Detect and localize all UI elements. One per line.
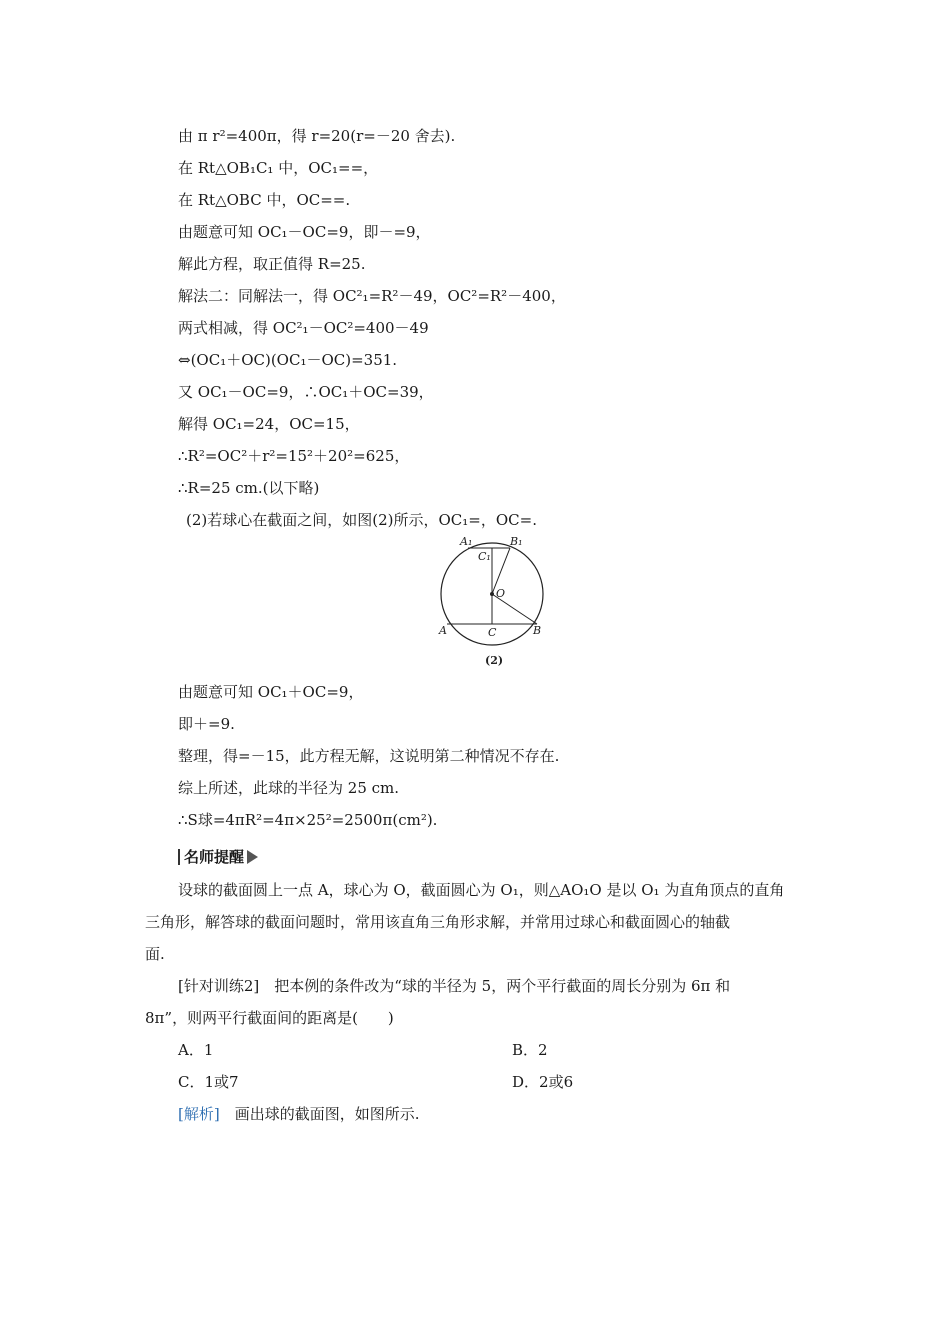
- solution-line-15: 即＋=9.: [178, 715, 235, 733]
- solution-line-1: 由 π r²=400π，得 r=20(r=－20 舍去).: [178, 127, 456, 145]
- label-c: C: [488, 626, 497, 639]
- analysis-tag: [解析]: [178, 1105, 220, 1123]
- figure-caption: (2): [485, 654, 504, 667]
- exercise-line-1: [针对训练2] 把本例的条件改为“球的半径为 5，两个平行截面的周长分别为 6π 和: [178, 977, 731, 995]
- solution-line-12: ∴R=25 cm.(以下略): [178, 479, 320, 497]
- option-a: A．1: [178, 1041, 214, 1059]
- solution-line-9: 又 OC₁－OC=9，∴OC₁＋OC=39，: [178, 383, 434, 401]
- solution-line-6: 解法二：同解法一，得 OC²₁=R²－49，OC²=R²－400，: [178, 287, 566, 305]
- heading-bar: [178, 849, 180, 865]
- solution-line-17: 综上所述，此球的半径为 25 cm.: [178, 779, 400, 797]
- play-arrow-icon: [247, 850, 258, 864]
- tip-heading-text: 名师提醒: [184, 848, 245, 866]
- option-c: C．1或7: [178, 1073, 239, 1091]
- solution-line-5: 解此方程，取正值得 R=25.: [178, 255, 366, 273]
- analysis-line: [178, 1104, 420, 1124]
- solution-line-8: ⇔(OC₁＋OC)(OC₁－OC)=351.: [178, 351, 398, 369]
- solution-line-18: ∴S球=4πR²=4π×25²=2500π(cm²).: [178, 811, 438, 829]
- exercise-line-2: 8π”，则两平行截面间的距离是( ): [145, 1009, 394, 1027]
- solution-line-3: 在 Rt△OBC 中，OC==.: [178, 191, 351, 209]
- option-d: D．2或6: [512, 1073, 574, 1091]
- tip-line-3: 面.: [145, 945, 165, 963]
- solution-line-2: 在 Rt△OB₁C₁ 中，OC₁==，: [178, 159, 379, 177]
- tip-line-2: 三角形，解答球的截面问题时，常用该直角三角形求解，并常用过球心和截面圆心的轴截: [145, 913, 731, 931]
- analysis-text: 画出球的截面图，如图所示.: [219, 1105, 420, 1123]
- solution-line-7: 两式相减，得 OC²₁－OC²=400－49: [178, 319, 429, 337]
- solution-line-14: 由题意可知 OC₁＋OC=9，: [178, 683, 364, 701]
- label-c1: C₁: [478, 550, 491, 563]
- label-a1: A₁: [460, 535, 473, 548]
- tip-line-1: 设球的截面圆上一点 A，球心为 O，截面圆心为 O₁，则△AO₁O 是以 O₁ 为直角顶点的直角: [178, 881, 785, 899]
- label-b: B: [533, 624, 542, 637]
- solution-line-13: (2)若球心在截面之间，如图(2)所示，OC₁=，OC=.: [186, 511, 537, 529]
- solution-line-4: 由题意可知 OC₁－OC=9，即－=9，: [178, 223, 431, 241]
- label-o: O: [496, 587, 506, 600]
- tip-heading: [178, 846, 258, 867]
- sphere-section-figure: [430, 530, 560, 672]
- solution-line-16: 整理，得=－15，此方程无解，这说明第二种情况不存在.: [178, 747, 560, 765]
- solution-line-10: 解得 OC₁=24，OC=15，: [178, 415, 360, 433]
- option-b: B．2: [512, 1041, 548, 1059]
- label-a: A: [439, 624, 447, 637]
- label-b1: B₁: [510, 535, 523, 548]
- solution-line-11: ∴R²=OC²＋r²=15²＋20²=625，: [178, 447, 410, 465]
- center-point: [490, 592, 494, 596]
